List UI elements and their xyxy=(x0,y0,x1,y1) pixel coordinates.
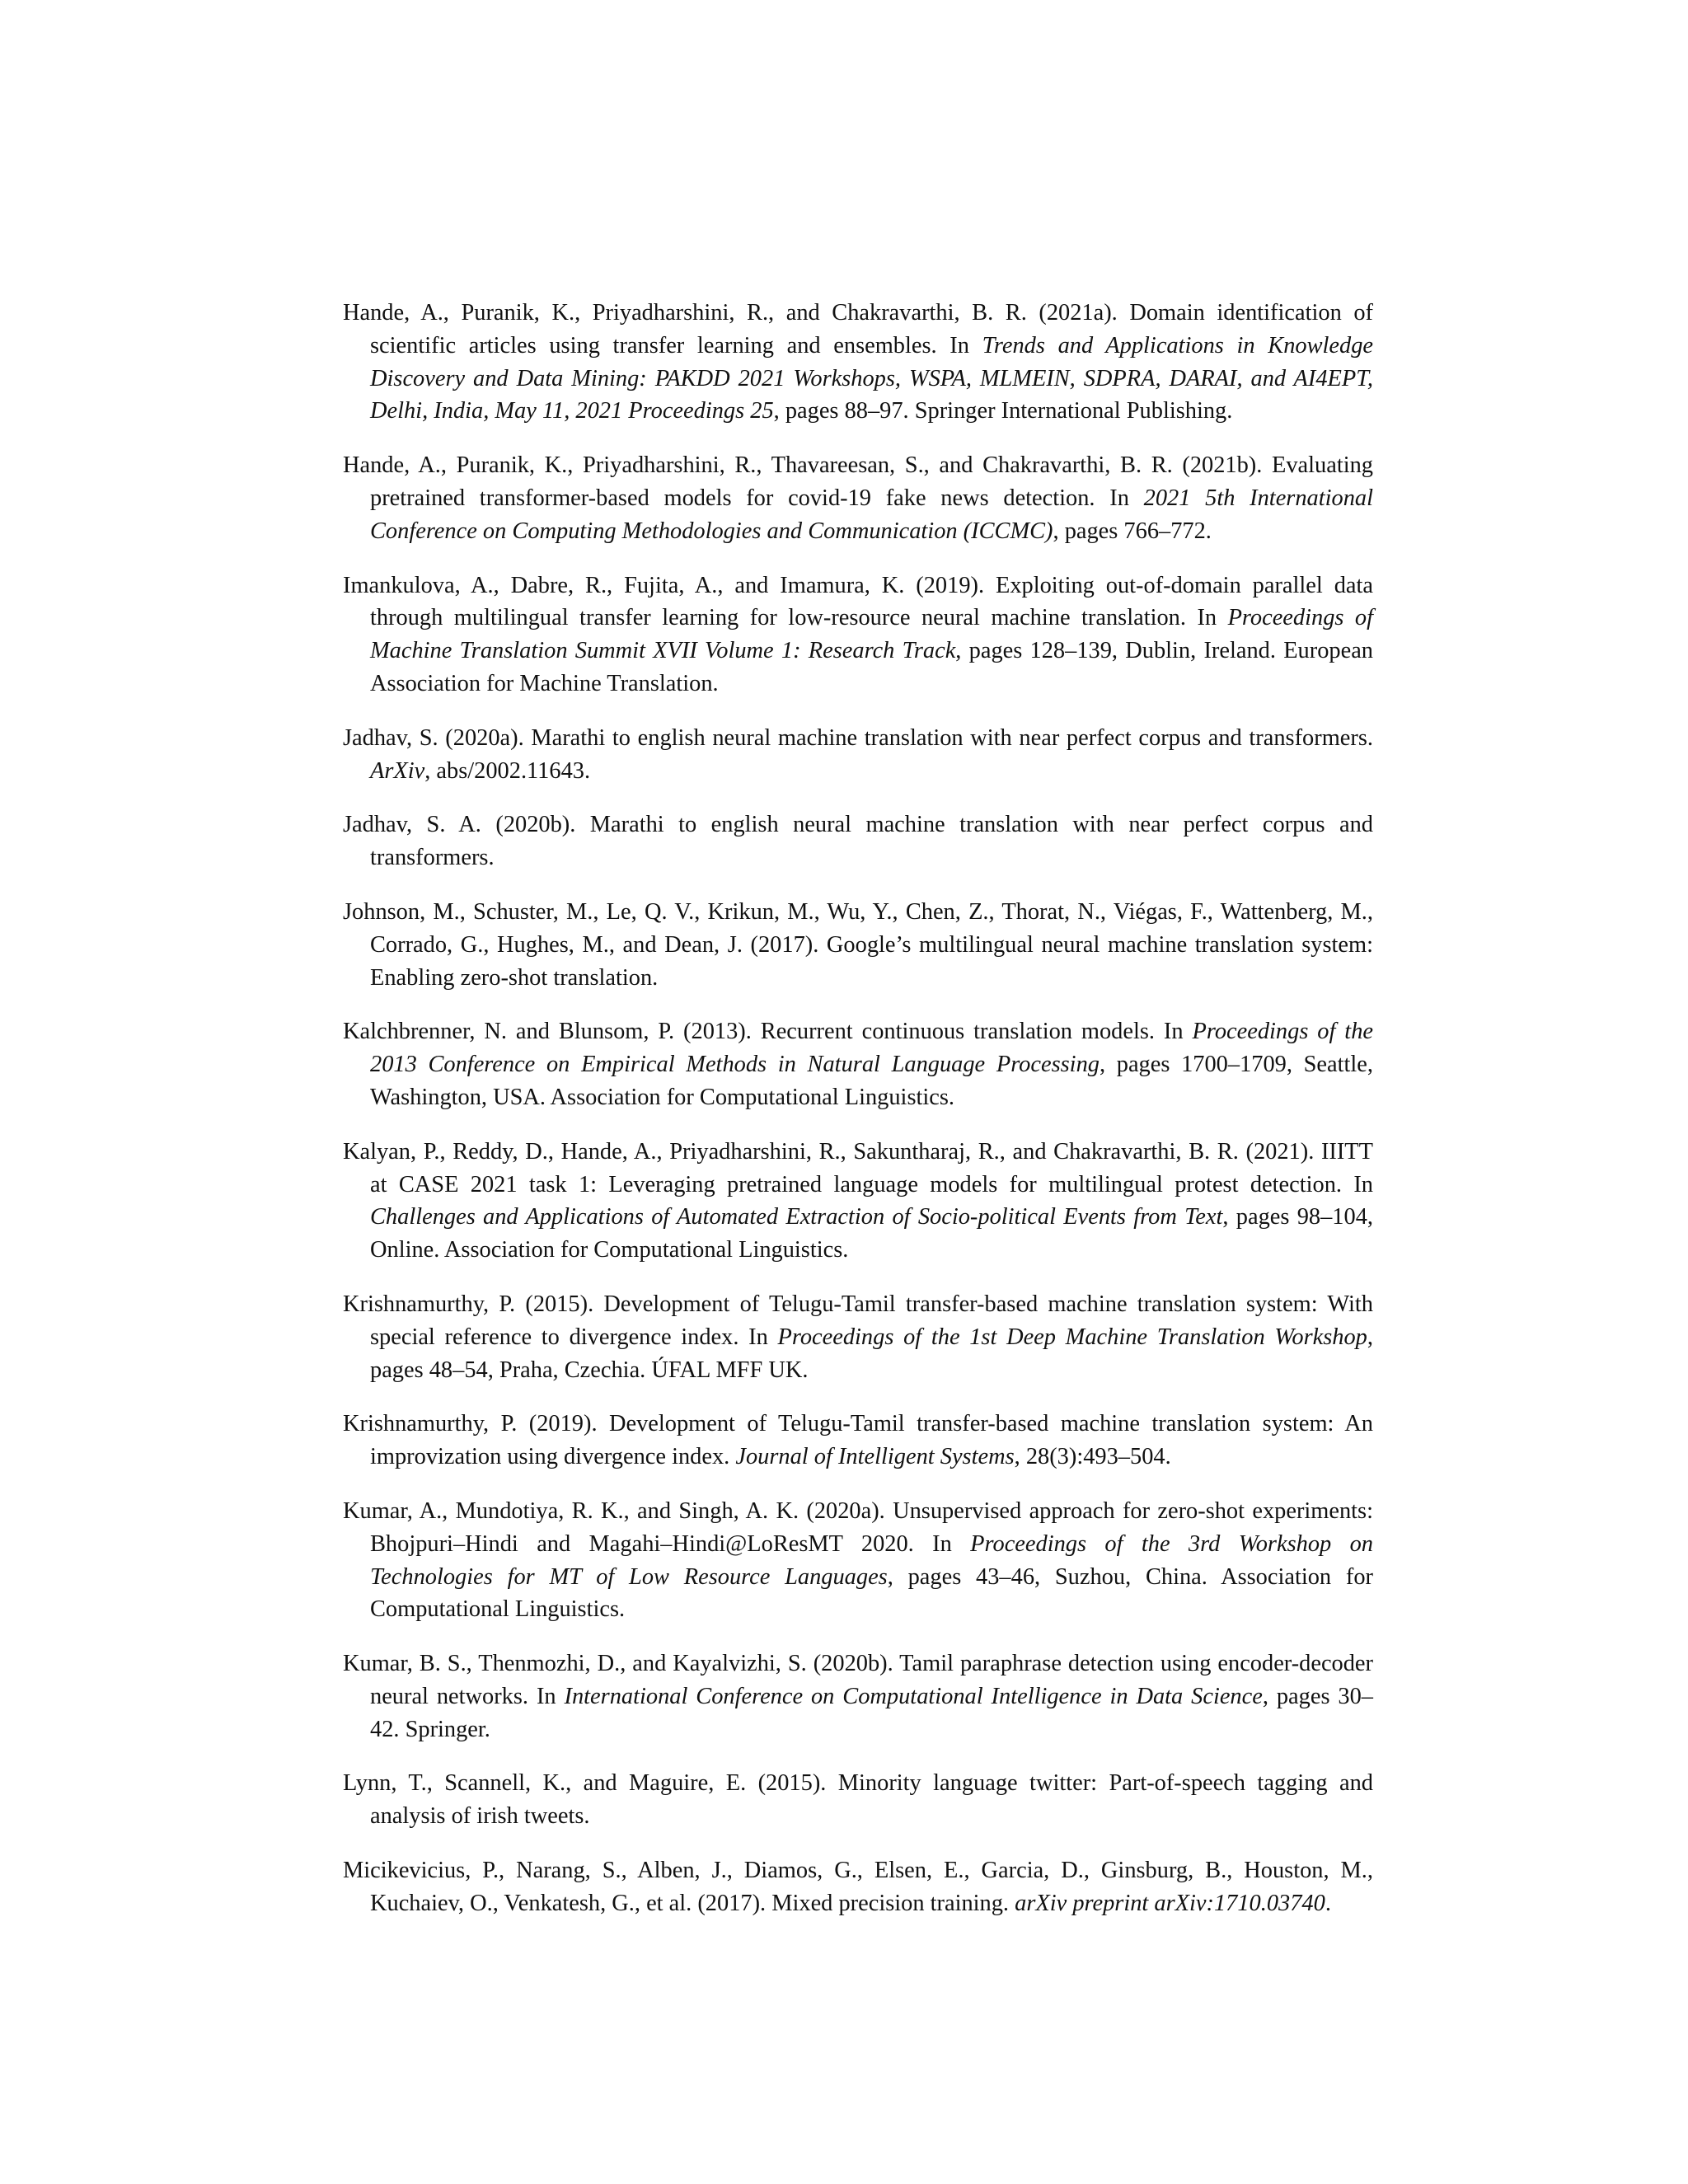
reference-entry xyxy=(343,1767,1373,1833)
reference-text: Hande, A., Puranik, K., Priyadharshini, R., Thavareesan, S., and Chakravarthi, B. R. (2021b). Evaluating pretrained transformer-based models for covid-19 fake news detection. In xyxy=(343,452,1373,511)
reference-text: Kalyan, P., Reddy, D., Hande, A., Priyadharshini, R., Sakuntharaj, R., and Chakravarthi, B. R. (2021). IIITT at CASE 2021 task 1: Leveraging pretrained language models for multilingual protest detection. In xyxy=(343,1138,1373,1197)
reference-text: Lynn, T., Scannell, K., and Maguire, E. (2015). Minority language twitter: Part-of-speech tagging and analysis of irish tweets. xyxy=(343,1770,1373,1830)
reference-entry xyxy=(343,808,1373,874)
reference-entry xyxy=(343,297,1373,428)
reference-details: , pages 43–46, Suzhou, China. Association for Computational Linguistics. xyxy=(370,1563,1374,1623)
reference-venue: arXiv preprint arXiv:1710.03740 xyxy=(1015,1890,1325,1916)
reference-details: , pages 30–42. Springer. xyxy=(370,1683,1373,1742)
reference-text: Kumar, A., Mundotiya, R. K., and Singh, A. K. (2020a). Unsupervised approach for zero-shot experiments: Bhojpuri–Hindi and Magahi–Hindi@LoResMT 2020. In xyxy=(343,1497,1373,1557)
reference-details: , abs/2002.11643. xyxy=(424,757,591,784)
reference-text: Jadhav, S. (2020a). Marathi to english neural machine translation with near perfect corpus and transformers. xyxy=(343,724,1373,751)
reference-entry xyxy=(343,1408,1373,1474)
reference-entry xyxy=(343,449,1373,547)
reference-details: . xyxy=(1325,1890,1331,1916)
reference-text: Hande, A., Puranik, K., Priyadharshini, R., and Chakravarthi, B. R. (2021a). Domain identification of scientific articles using transfer learning and ensembles. In xyxy=(343,300,1373,359)
reference-details: , 28(3):493–504. xyxy=(1014,1444,1171,1470)
reference-entry xyxy=(343,569,1373,701)
reference-entry xyxy=(343,1015,1373,1113)
reference-text: Jadhav, S. A. (2020b). Marathi to english neural machine translation with near perfect corpus and transformers. xyxy=(343,812,1373,871)
reference-venue: International Conference on Computational Intelligence in Data Science xyxy=(564,1683,1263,1709)
reference-venue: Proceedings of the 2013 Conference on Empirical Methods in Natural Language Processing xyxy=(370,1019,1373,1078)
reference-text: Kalchbrenner, N. and Blunsom, P. (2013). Recurrent continuous translation models. In xyxy=(343,1019,1193,1045)
reference-text: Kumar, B. S., Thenmozhi, D., and Kayalvizhi, S. (2020b). Tamil paraphrase detection using encoder-decoder neural networks. In xyxy=(343,1651,1373,1709)
reference-entry xyxy=(343,1136,1373,1267)
reference-venue: Proceedings of Machine Translation Summit XVII Volume 1: Research Track xyxy=(370,605,1373,664)
reference-text: Johnson, M., Schuster, M., Le, Q. V., Krikun, M., Wu, Y., Chen, Z., Thorat, N., Viégas, F., Wattenberg, M., Corrado, G., Hughes, M., and Dean, J. (2017). Google’s multilingual neural machine translation system: Enabling zero-shot translation. xyxy=(343,898,1373,991)
reference-entry xyxy=(343,1647,1373,1746)
reference-venue: ArXiv xyxy=(370,757,425,784)
reference-entry xyxy=(343,722,1373,788)
reference-venue: Journal of Intelligent Systems xyxy=(735,1444,1015,1470)
reference-entry xyxy=(343,896,1373,994)
reference-details: , pages 88–97. Springer International Publishing. xyxy=(773,398,1233,424)
reference-details: , pages 98–104, Online. Association for Computational Linguistics. xyxy=(370,1204,1373,1263)
reference-entry xyxy=(343,1288,1373,1386)
reference-list xyxy=(343,297,1373,1942)
reference-details: , pages 128–139, Dublin, Ireland. European Association for Machine Translation. xyxy=(370,638,1373,696)
reference-venue: Proceedings of the 3rd Workshop on Technologies for MT of Low Resource Languages xyxy=(370,1530,1373,1590)
reference-text: Krishnamurthy, P. (2019). Development of Telugu-Tamil transfer-based machine translation system: An improvization using divergence index. xyxy=(343,1411,1373,1470)
reference-venue: Challenges and Applications of Automated Extraction of Socio-political Events from Text xyxy=(370,1204,1223,1230)
reference-venue: Trends and Applications in Knowledge Discovery and Data Mining: PAKDD 2021 Workshops, WSPA, MLMEIN, SDPRA, DARAI, and AI4EPT, Delhi, India, May 11, 2021 Proceedings 25 xyxy=(370,332,1373,424)
reference-venue: 2021 5th International Conference on Computing Methodologies and Communication (ICCMC) xyxy=(370,485,1373,544)
reference-entry xyxy=(343,1854,1373,1920)
reference-details: , pages 48–54, Praha, Czechia. ÚFAL MFF UK. xyxy=(370,1324,1373,1383)
reference-details: , pages 766–772. xyxy=(1053,518,1212,544)
reference-text: Imankulova, A., Dabre, R., Fujita, A., and Imamura, K. (2019). Exploiting out-of-domain parallel data through multilingual transfer learning for low-resource neural machine translation. In xyxy=(343,572,1373,631)
reference-text: Micikevicius, P., Narang, S., Alben, J., Diamos, G., Elsen, E., Garcia, D., Ginsburg, B., Houston, M., Kuchaiev, O., Venkatesh, G., et al. (2017). Mixed precision training. xyxy=(343,1858,1373,1916)
reference-details: , pages 1700–1709, Seattle, Washington, USA. Association for Computational Linguistics. xyxy=(370,1052,1374,1110)
reference-text: Krishnamurthy, P. (2015). Development of Telugu-Tamil transfer-based machine translation system: With special reference to divergence index. In xyxy=(343,1291,1373,1350)
reference-entry xyxy=(343,1495,1373,1626)
reference-venue: Proceedings of the 1st Deep Machine Translation Workshop xyxy=(777,1324,1367,1350)
